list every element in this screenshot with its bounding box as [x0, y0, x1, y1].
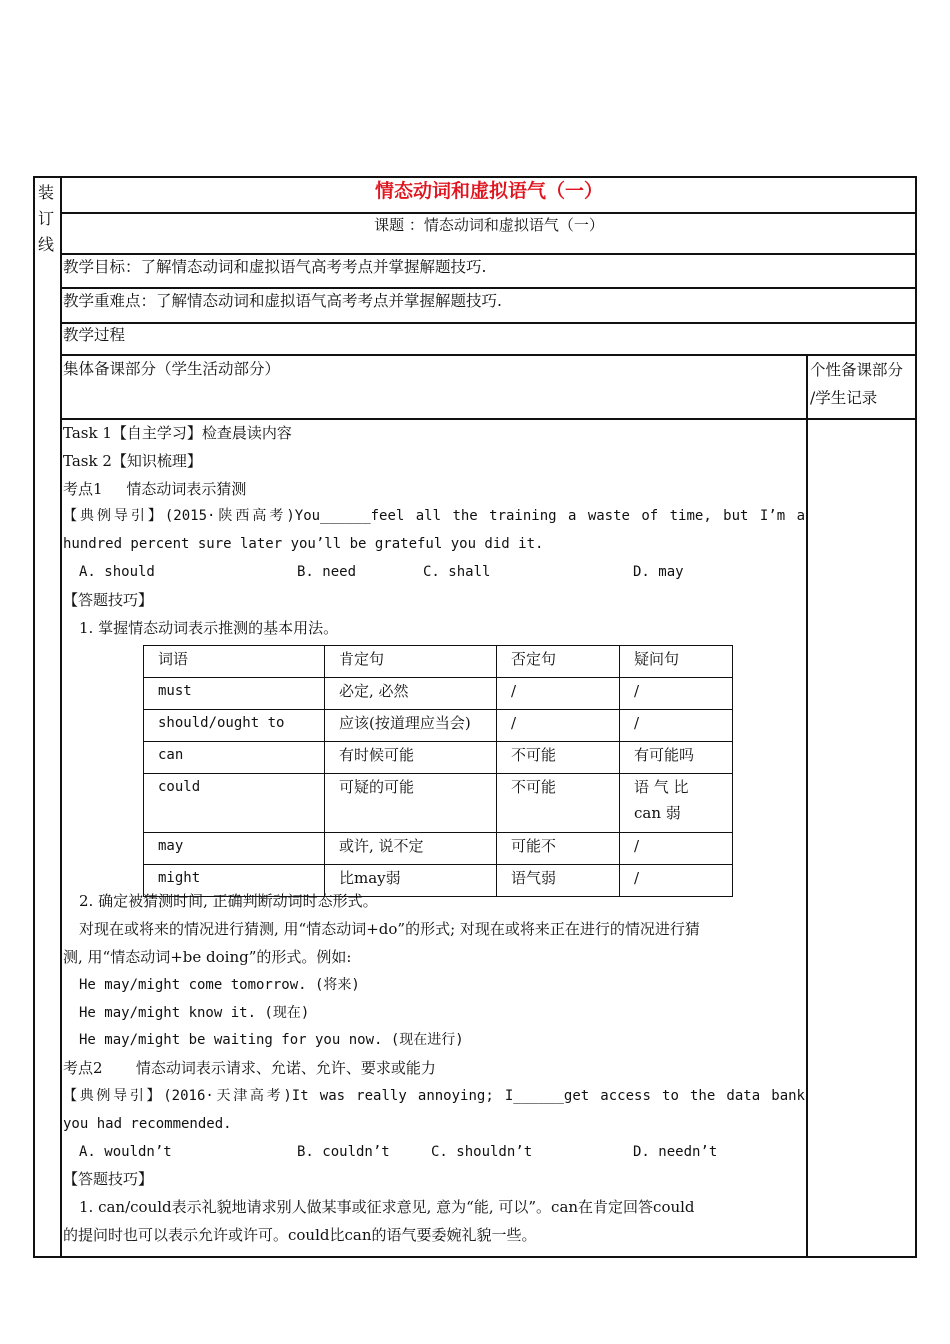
- table-cell: /: [620, 865, 733, 897]
- option-a: A. wouldn’t: [79, 1143, 172, 1160]
- option-b: B. need: [297, 563, 357, 580]
- table-header-cell: 词语: [144, 646, 325, 678]
- example-1-options: [63, 559, 805, 587]
- table-cell: could: [144, 774, 325, 833]
- task-1: Task 1【自主学习】检查晨读内容: [63, 424, 292, 442]
- binding-char: 线: [37, 235, 54, 254]
- rule-process: [60, 354, 917, 356]
- table-cell: 语 气 比 can 弱: [620, 774, 733, 833]
- table-header-row: [144, 646, 733, 678]
- example-sentence-b: He may/might know it. (现在): [79, 1004, 310, 1021]
- table-cell: 应该(按道理应当会): [325, 710, 497, 742]
- table-cell: 不可能: [497, 774, 620, 833]
- table-cell: may: [144, 833, 325, 865]
- option-d: D. may: [633, 563, 684, 580]
- table-row: [144, 865, 733, 897]
- table-cell: 可能不: [497, 833, 620, 865]
- table-cell: 必定, 必然: [325, 678, 497, 710]
- option-a: A. should: [79, 563, 155, 580]
- binding-margin-label: [35, 180, 57, 258]
- option-c: C. shall: [423, 563, 491, 580]
- answer-skill-label-2: 【答题技巧】: [63, 1170, 154, 1189]
- collective-prep-header: 集体备课部分（学生活动部分）: [63, 360, 281, 378]
- table-cell: /: [620, 678, 733, 710]
- option-c: C. shouldn’t: [431, 1143, 533, 1160]
- modal-guess-table: [143, 645, 733, 897]
- explain-line-1: 对现在或将来的情况进行猜测, 用“情态动词+do”的形式; 对现在或将来正在进行的情况进行猜: [79, 920, 700, 939]
- table-header-cell: 肯定句: [325, 646, 497, 678]
- example-2-line-1: 【典例导引】(2016·天津高考)It was really annoying; I______get access to the data bank: [63, 1087, 805, 1104]
- option-b: B. couldn’t: [297, 1143, 390, 1160]
- table-cell: must: [144, 678, 325, 710]
- page-title: 情态动词和虚拟语气（一）: [374, 180, 603, 202]
- binding-char: 订: [37, 209, 54, 228]
- table-cell: 或许, 说不定: [325, 833, 497, 865]
- table-row: [144, 742, 733, 774]
- table-cell: can: [144, 742, 325, 774]
- table-cell: 有时候可能: [325, 742, 497, 774]
- example-sentence-c: He may/might be waiting for you now. (现在进行): [79, 1032, 464, 1049]
- table-header-cell: 疑问句: [620, 646, 733, 678]
- example-1-line-2: hundred percent sure later you’ll be grateful you did it.: [63, 536, 544, 553]
- table-cell: 语气弱: [497, 865, 620, 897]
- table-cell: 可疑的可能: [325, 774, 497, 833]
- example-2-line-2: you had recommended.: [63, 1115, 232, 1132]
- notes-divider: [806, 354, 808, 1258]
- teaching-process: 教学过程: [63, 326, 126, 344]
- table-row: [144, 833, 733, 865]
- teaching-objective: 教学目标：了解情态动词和虚拟语气高考考点并掌握解题技巧.: [63, 258, 487, 276]
- example-2-options: [63, 1139, 805, 1167]
- table-cell: might: [144, 865, 325, 897]
- answer-skill-label: 【答题技巧】: [63, 590, 154, 609]
- rule-objective: [60, 287, 917, 289]
- exam-point-2: 考点2 情态动词表示请求、允诺、允许、要求或能力: [63, 1059, 436, 1078]
- binding-divider: [60, 176, 62, 1258]
- task-2: Task 2【知识梳理】: [63, 451, 202, 470]
- table-cell: 有可能吗: [620, 742, 733, 774]
- skill-3-line-1: 1. can/could表示礼貌地请求别人做某事或征求意见, 意为“能, 可以”。can在肯定回答could: [79, 1198, 695, 1217]
- exam-point-1: 考点1 情态动词表示猜测: [63, 479, 247, 498]
- table-header-cell: 否定句: [497, 646, 620, 678]
- table-row: [144, 678, 733, 710]
- skill-3-line-2: 的提问时也可以表示允许或许可。could比can的语气要委婉礼貌一些。: [63, 1225, 537, 1244]
- binding-char: 装: [37, 183, 54, 202]
- personal-prep-header: [810, 356, 916, 412]
- table-cell: /: [620, 833, 733, 865]
- personal-header-line: 个性备课部分: [810, 361, 904, 379]
- rule-subtitle: [60, 253, 917, 255]
- table-cell: should/ought to: [144, 710, 325, 742]
- example-1-line-1: 【典例导引】(2015·陕西高考)You______feel all the training a waste of time, but I’m a: [63, 508, 805, 525]
- table-cell: 不可能: [497, 742, 620, 774]
- teaching-key-points: 教学重难点：了解情态动词和虚拟语气高考考点并掌握解题技巧.: [63, 292, 502, 310]
- rule-keypoints: [60, 322, 917, 324]
- example-sentence-a: He may/might come tomorrow. (将来): [79, 976, 360, 993]
- table-cell: /: [497, 710, 620, 742]
- personal-header-line: /学生记录: [810, 389, 878, 407]
- table-row: [144, 774, 733, 833]
- skill-2: 2. 确定被猜测时间, 正确判断动词时态形式。: [79, 892, 378, 911]
- table-cell: /: [620, 710, 733, 742]
- table-cell: 比may弱: [325, 865, 497, 897]
- lesson-subtitle: 课题 ：情态动词和虚拟语气（一）: [374, 216, 604, 234]
- skill-1: 1. 掌握情态动词表示推测的基本用法。: [79, 618, 339, 637]
- explain-line-2: 测, 用“情态动词+be doing”的形式。例如:: [63, 947, 352, 966]
- table-cell: /: [497, 678, 620, 710]
- option-d: D. needn’t: [633, 1143, 718, 1160]
- table-row: [144, 710, 733, 742]
